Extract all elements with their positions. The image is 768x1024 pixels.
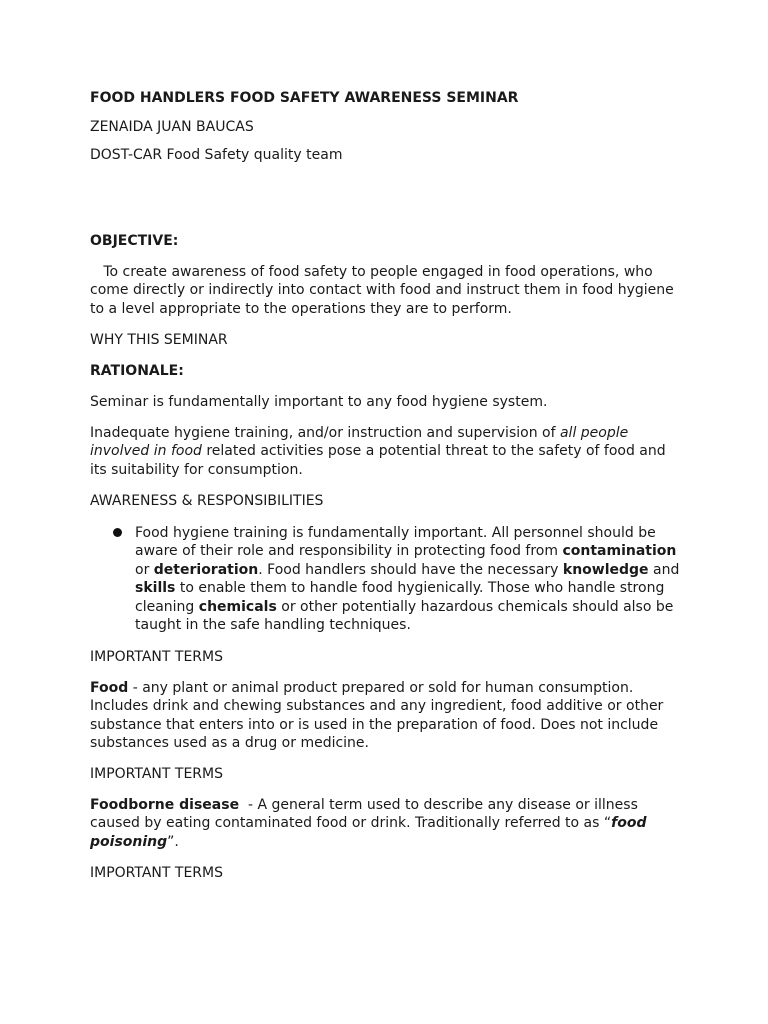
rationale-paragraph-1: Seminar is fundamentally important to any food hygiene system.: [90, 394, 548, 410]
term-foodborne-definition: - A general term used to describe any disease or illness caused by eating contaminated food or drink. Traditionally referred to as “: [90, 797, 643, 832]
term-food-paragraph: [90, 679, 680, 753]
rationale-p2-end: related activities pose a potential threat to the safety of food and its suitability for consumption.: [90, 443, 666, 478]
bullet-bold-contamination: contamination: [562, 543, 677, 560]
bullet-bold-chemicals: chemicals: [198, 598, 277, 615]
why-heading: WHY THIS SEMINAR: [90, 332, 228, 348]
bullet-bold-knowledge: knowledge: [562, 561, 649, 578]
bullet-text-3: . Food handlers should have the necessary: [258, 561, 563, 578]
bullet-bold-deterioration: deterioration: [153, 561, 259, 578]
bullet-text-5: to enable them to handle food hygienically. Those who handle strong cleaning: [135, 580, 665, 615]
awareness-heading: AWARENESS & RESPONSIBILITIES: [90, 493, 324, 509]
bullet-text-2: or: [135, 561, 154, 578]
terms-heading-1: IMPORTANT TERMS: [90, 649, 223, 665]
term-foodborne: Foodborne disease: [90, 797, 240, 813]
objective-heading: OBJECTIVE:: [90, 233, 179, 249]
author-name: ZENAIDA JUAN BAUCAS: [90, 119, 254, 135]
bullet-text-6: or other potentially hazardous chemicals should also be taught in the safe handling techniques.: [135, 598, 674, 634]
rationale-p2-start: Inadequate hygiene training, and/or instruction and supervision of: [90, 425, 560, 441]
bullet-text-1: Food hygiene training is fundamentally important. All personnel should be aware of their role and responsibility in protecting food from: [135, 525, 656, 560]
term-foodborne-paragraph: [90, 796, 680, 851]
rationale-heading: RATIONALE:: [90, 363, 184, 379]
bullet-bold-skills: skills: [135, 580, 176, 597]
document-title: FOOD HANDLERS FOOD SAFETY AWARENESS SEMINAR: [90, 90, 519, 106]
term-food: Food: [90, 680, 129, 696]
terms-heading-2: IMPORTANT TERMS: [90, 766, 223, 782]
term-foodborne-end: ”.: [167, 833, 179, 850]
terms-heading-3: IMPORTANT TERMS: [90, 865, 223, 881]
team-name: DOST-CAR Food Safety quality team: [90, 147, 343, 163]
rationale-p2-italic: all people involved in food: [90, 425, 629, 460]
objective-text: To create awareness of food safety to people engaged in food operations, who come directly or indirectly into contact with food and instruct them in food hygiene to a level appropriate to the operations they are to perform.: [90, 264, 679, 317]
awareness-bullet-text: [135, 524, 680, 634]
rationale-paragraph-2: [90, 424, 680, 479]
bullet-text-4: and: [648, 561, 680, 578]
term-food-poisoning: food poisoning: [90, 815, 652, 850]
bullet-icon: [113, 528, 122, 537]
term-food-definition: - any plant or animal product prepared or sold for human consumption. Includes drink and chewing substances and any ingredient, food additive or other substance that enters into or is used in the preparation of food. Does not include substances used as a drug or medicine.: [90, 680, 664, 752]
